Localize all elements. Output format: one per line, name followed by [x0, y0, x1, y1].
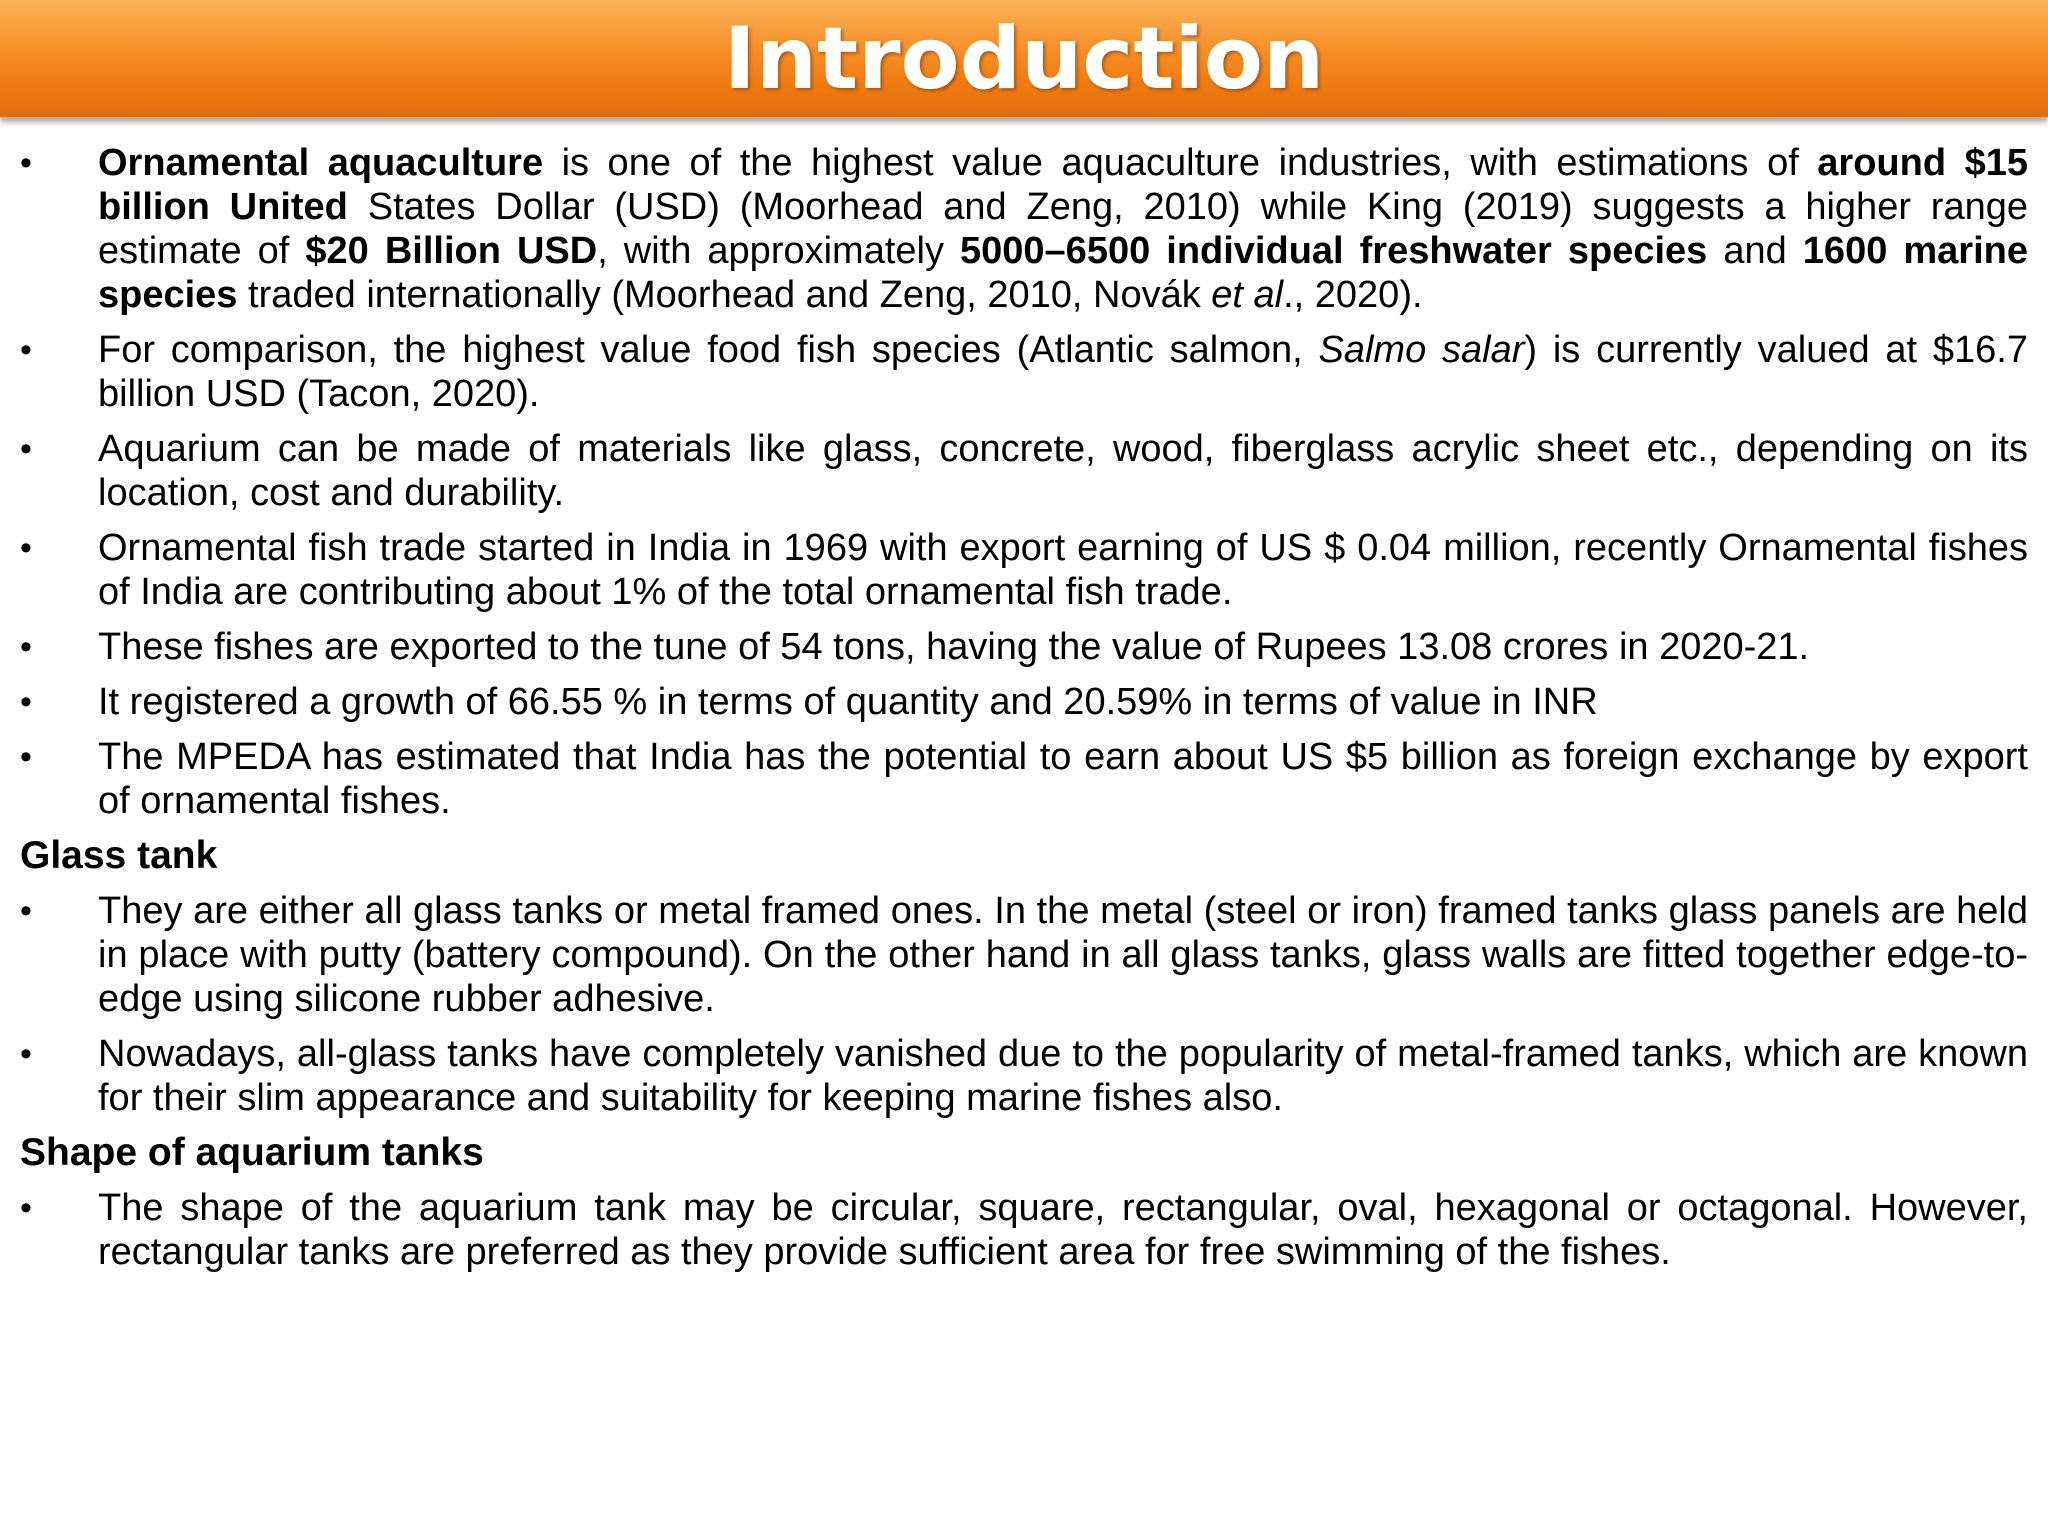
bullet-text: It registered a growth of 66.55 % in terms of quantity and 20.59% in terms of value in INR	[98, 681, 1598, 723]
italic-phrase: et al	[1211, 274, 1284, 316]
bullet-marker: •	[20, 1035, 32, 1073]
bullet-item	[20, 427, 2028, 515]
bullet-text: The MPEDA has estimated that India has the potential to earn about US $5 billion as foreign exchange by export of ornamental fishes.	[98, 736, 2028, 822]
bullet-marker: •	[20, 1189, 32, 1227]
bullet-text	[98, 329, 2028, 415]
bullet-item	[20, 680, 2028, 724]
bold-phrase: 1600 marine species	[98, 230, 2028, 316]
bullet-text: They are either all glass tanks or metal framed ones. In the metal (steel or iron) framed tanks glass panels are held in place with putty (battery compound). On the other hand in all glass tanks, glass walls are fitted together edge-to-edge using silicone rubber adhesive.	[98, 890, 2028, 1020]
text-run: , with approximately	[597, 230, 961, 272]
bullet-item	[20, 1186, 2028, 1274]
bullet-item	[20, 328, 2028, 416]
text-run: ., 2020).	[1283, 274, 1423, 316]
bullet-text: The shape of the aquarium tank may be circular, square, rectangular, oval, hexagonal or octagonal. However, rectangular tanks are preferred as they provide sufficient area for free swimming of the fishes.	[98, 1187, 2028, 1273]
bold-phrase: 5000–6500 individual freshwater species	[960, 230, 1708, 272]
text-run: and	[1707, 230, 1803, 272]
italic-phrase: Salmo salar	[1318, 329, 1525, 371]
bullet-marker: •	[20, 529, 32, 567]
bold-phrase: around $15 billion United	[98, 142, 2028, 228]
section-heading-shape-of-tanks: Shape of aquarium tanks	[20, 1131, 484, 1174]
bullet-text: These fishes are exported to the tune of 54 tons, having the value of Rupees 13.08 crores in 2020-21.	[98, 626, 1810, 668]
bullet-text	[98, 142, 2028, 316]
bullet-marker: •	[20, 892, 32, 930]
section-heading-glass-tank: Glass tank	[20, 834, 218, 877]
bold-phrase: $20 Billion USD	[305, 230, 598, 272]
bold-phrase: Ornamental aquaculture	[98, 142, 544, 184]
title-banner	[0, 0, 2048, 117]
text-run: traded internationally (Moorhead and Zeng, 2010, Novák	[237, 274, 1212, 316]
bullet-marker: •	[20, 331, 32, 369]
slide-content	[20, 141, 2028, 1285]
bullet-marker: •	[20, 144, 32, 182]
bullet-item	[20, 526, 2028, 614]
text-run: For comparison, the highest value food fish species (Atlantic salmon,	[98, 329, 1319, 371]
text-run: ) is currently valued at $16.7 billion USD (Tacon, 2020).	[98, 329, 2028, 415]
bullet-item	[20, 625, 2028, 669]
bullet-item	[20, 141, 2028, 317]
bullet-item	[20, 735, 2028, 823]
bullet-marker: •	[20, 430, 32, 468]
bullet-text: Nowadays, all-glass tanks have completely vanished due to the popularity of metal-framed tanks, which are known for their slim appearance and suitability for keeping marine fishes also.	[98, 1033, 2028, 1119]
bullet-item	[20, 889, 2028, 1021]
bullet-item	[20, 1032, 2028, 1120]
bullet-marker: •	[20, 738, 32, 776]
bullet-marker: •	[20, 628, 32, 666]
slide-title: Introduction	[723, 8, 1325, 109]
bullet-marker: •	[20, 683, 32, 721]
bullet-text: Aquarium can be made of materials like glass, concrete, wood, fiberglass acrylic sheet etc., depending on its location, cost and durability.	[98, 428, 2028, 514]
bullet-text: Ornamental fish trade started in India in 1969 with export earning of US $ 0.04 million, recently Ornamental fishes of India are contributing about 1% of the total ornamental fish trade.	[98, 527, 2028, 613]
text-run: is one of the highest value aquaculture industries, with estimations of	[543, 142, 1818, 184]
text-run: States Dollar (USD) (Moorhead and Zeng, 2010) while King (2019) suggests a higher range estimate of	[98, 186, 2028, 272]
